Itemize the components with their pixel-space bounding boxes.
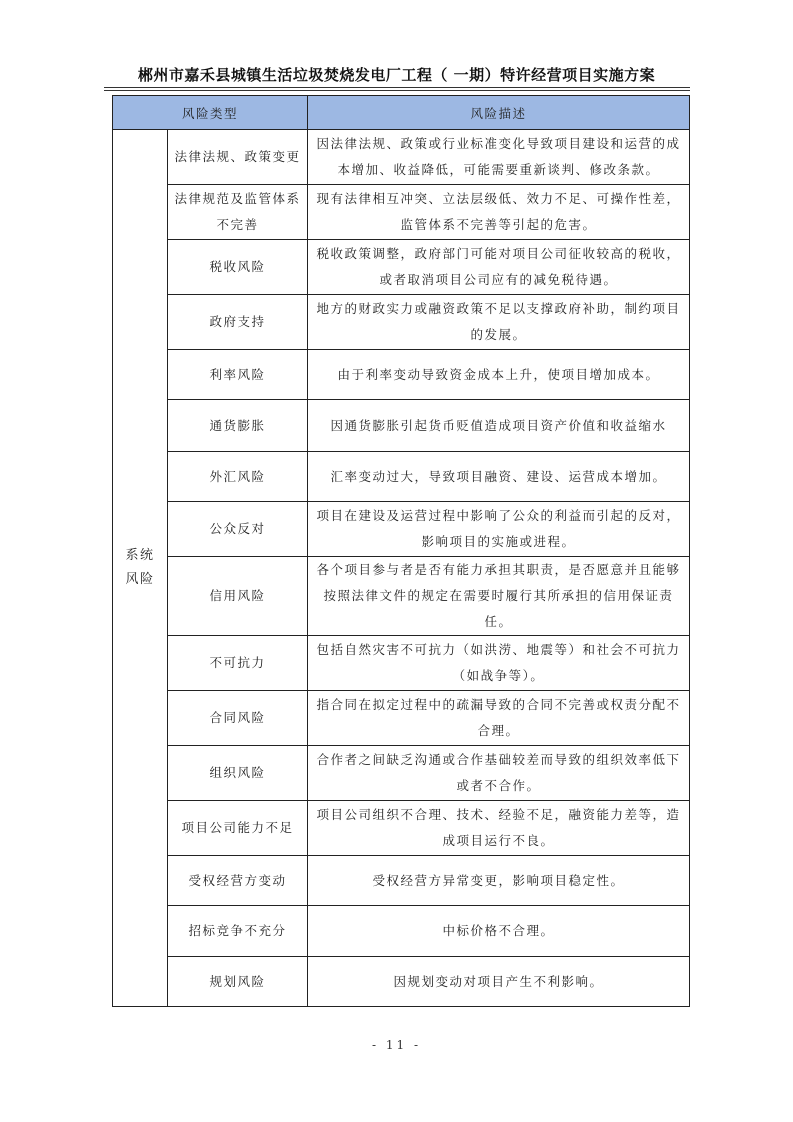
table-row (113, 691, 690, 746)
header-rule (104, 87, 690, 88)
risk-description-cell: 汇率变动过大，导致项目融资、建设、运营成本增加。 (308, 452, 690, 502)
column-header-type: 风险类型 (113, 96, 308, 130)
page-number: - 11 - (371, 1038, 421, 1052)
risk-description-cell: 现有法律相互冲突、立法层级低、效力不足、可操作性差，监管体系不完善等引起的危害。 (308, 185, 690, 240)
header-rule-thin (104, 90, 690, 91)
risk-description-cell: 指合同在拟定过程中的疏漏导致的合同不完善或权责分配不合理。 (308, 691, 690, 746)
table-row (113, 957, 690, 1007)
risk-description-cell: 因规划变动对项目产生不利影响。 (308, 957, 690, 1007)
document-header: 郴州市嘉禾县城镇生活垃圾焚烧发电厂工程（ 一期）特许经营项目实施方案 (137, 66, 656, 84)
risk-type-cell: 法律规范及监管体系不完善 (168, 185, 308, 240)
risk-type-cell: 通货膨胀 (168, 400, 308, 452)
risk-description-cell: 因法律法规、政策或行业标准变化导致项目建设和运营的成本增加、收益降低，可能需要重新谈判、修改条款。 (308, 130, 690, 185)
risk-type-cell: 规划风险 (168, 957, 308, 1007)
table-header-row (113, 96, 690, 130)
risk-type-cell: 项目公司能力不足 (168, 801, 308, 856)
table-row (113, 856, 690, 906)
risk-type-cell: 公众反对 (168, 502, 308, 557)
risk-type-cell: 利率风险 (168, 350, 308, 400)
table-row (113, 557, 690, 636)
risk-type-cell: 组织风险 (168, 746, 308, 801)
table-row (113, 502, 690, 557)
table-row (113, 746, 690, 801)
risk-description-cell: 税收政策调整，政府部门可能对项目公司征收较高的税收，或者取消项目公司应有的减免税待遇。 (308, 240, 690, 295)
table-row (113, 636, 690, 691)
risk-type-cell: 政府支持 (168, 295, 308, 350)
risk-type-cell: 合同风险 (168, 691, 308, 746)
risk-category-label: 风险 (125, 572, 155, 587)
risk-type-cell: 信用风险 (168, 557, 308, 636)
table-row (113, 130, 690, 185)
table-row (113, 295, 690, 350)
risk-description-cell: 合作者之间缺乏沟通或合作基础较差而导致的组织效率低下或者不合作。 (308, 746, 690, 801)
risk-type-cell: 不可抗力 (168, 636, 308, 691)
table-row (113, 400, 690, 452)
risk-category-cell (113, 130, 168, 1007)
risk-description-cell: 各个项目参与者是否有能力承担其职责，是否愿意并且能够按照法律文件的规定在需要时履行其所承担的信用保证责任。 (308, 557, 690, 636)
table-row (113, 801, 690, 856)
risk-description-cell: 地方的财政实力或融资政策不足以支撑政府补助，制约项目的发展。 (308, 295, 690, 350)
risk-type-cell: 招标竞争不充分 (168, 906, 308, 957)
table-row (113, 906, 690, 957)
risk-description-cell: 包括自然灾害不可抗力（如洪涝、地震等）和社会不可抗力（如战争等）。 (308, 636, 690, 691)
risk-description-cell: 由于利率变动导致资金成本上升，使项目增加成本。 (308, 350, 690, 400)
risk-type-cell: 受权经营方变动 (168, 856, 308, 906)
risk-type-cell: 法律法规、政策变更 (168, 130, 308, 185)
risk-description-cell: 因通货膨胀引起货币贬值造成项目资产价值和收益缩水 (308, 400, 690, 452)
risk-description-cell: 项目公司组织不合理、技术、经验不足，融资能力差等，造成项目运行不良。 (308, 801, 690, 856)
table-row (113, 185, 690, 240)
risk-description-cell: 受权经营方异常变更，影响项目稳定性。 (308, 856, 690, 906)
risk-type-cell: 税收风险 (168, 240, 308, 295)
table-row (113, 350, 690, 400)
risk-category-label: 系统 (125, 548, 155, 563)
risk-description-cell: 中标价格不合理。 (308, 906, 690, 957)
risk-description-cell: 项目在建设及运营过程中影响了公众的利益而引起的反对，影响项目的实施或进程。 (308, 502, 690, 557)
table-row (113, 452, 690, 502)
risk-table (112, 95, 690, 1007)
column-header-desc: 风险描述 (308, 96, 690, 130)
risk-type-cell: 外汇风险 (168, 452, 308, 502)
table-row (113, 240, 690, 295)
